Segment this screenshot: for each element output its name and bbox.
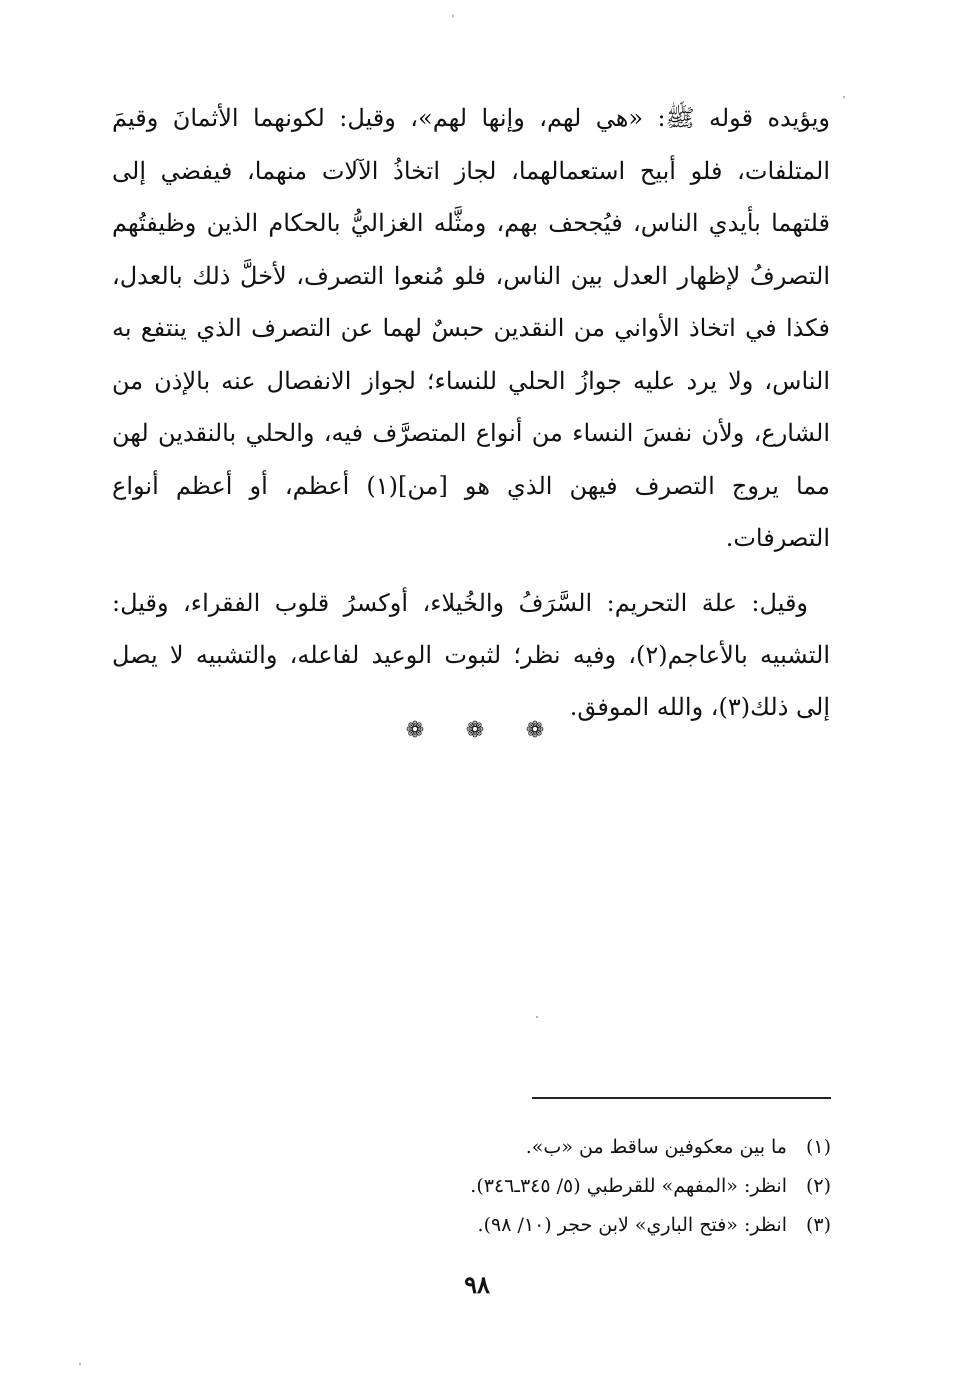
footnote-number: (٢) <box>805 1175 831 1197</box>
scan-speck <box>79 1363 81 1365</box>
scan-speck <box>536 1016 538 1018</box>
footnote-2 <box>300 1167 831 1206</box>
scan-speck <box>452 15 454 17</box>
scan-speck <box>843 96 845 98</box>
section-separator <box>400 716 550 746</box>
asterisk-ornament-icon: ❁ <box>465 718 485 743</box>
footnote-number: (٣) <box>805 1214 831 1236</box>
footnote-1 <box>300 1128 831 1167</box>
footnote-text: ما بين معكوفين ساقط من «ب». <box>525 1136 787 1158</box>
asterisk-ornament-icon: ❁ <box>405 718 425 743</box>
asterisk-ornament-icon: ❁ <box>525 718 545 743</box>
footnotes <box>300 1128 831 1245</box>
footnote-divider <box>532 1097 831 1099</box>
main-text <box>112 92 830 733</box>
paragraph-1: ويؤيده قوله ﷺ: «هي لهم، وإنها لهم»، وقيل: لكونهما الأثمانَ وقيمَ المتلفات، فلو أبيح استعمالهما، لجاز اتخاذُ الآلات منهما، فيفضي إلى قلتهما بأيدي الناس، فيُجحف بهم، ومثَّله الغزاليُّ بالحكام الذين وظيفتُهم التصرفُ لإظهار العدل بين الناس، فلو مُنعوا التصرف، لأخلَّ ذلك بالعدل، فكذا في اتخاذ الأواني من النقدين حبسٌ لهما عن التصرف الذي ينتفع به الناس، ولا يرد عليه جوازُ الحلي للنساء؛ لجواز الانفصال عنه بالإذن من الشارع، ولأن نفسَ النساء من أنواع المتصرَّف فيه، والحلي بالنقدين لهن مما يروج التصرف فيهن الذي هو [من](١) أعظم، أو أعظم أنواع التصرفات. <box>112 104 831 552</box>
footnote-3 <box>300 1206 831 1245</box>
page-number: ٩٨ <box>464 1270 490 1299</box>
paragraph-2: وقيل: علة التحريم: السَّرَفُ والخُيلاء، أوكسرُ قلوب الفقراء، وقيل: التشبيه بالأعاجم(٢)، وفيه نظر؛ لثبوت الوعيد لفاعله، والتشبيه لا يصل إلى ذلك(٣)، والله الموفق. <box>112 588 830 721</box>
footnote-number: (١) <box>805 1136 831 1158</box>
footnote-text: انظر: «فتح الباري» لابن حجر (١٠/ ٩٨). <box>477 1214 787 1236</box>
footnote-text: انظر: «المفهم» للقرطبي (٥/ ٣٤٥ـ٣٤٦). <box>470 1175 787 1197</box>
